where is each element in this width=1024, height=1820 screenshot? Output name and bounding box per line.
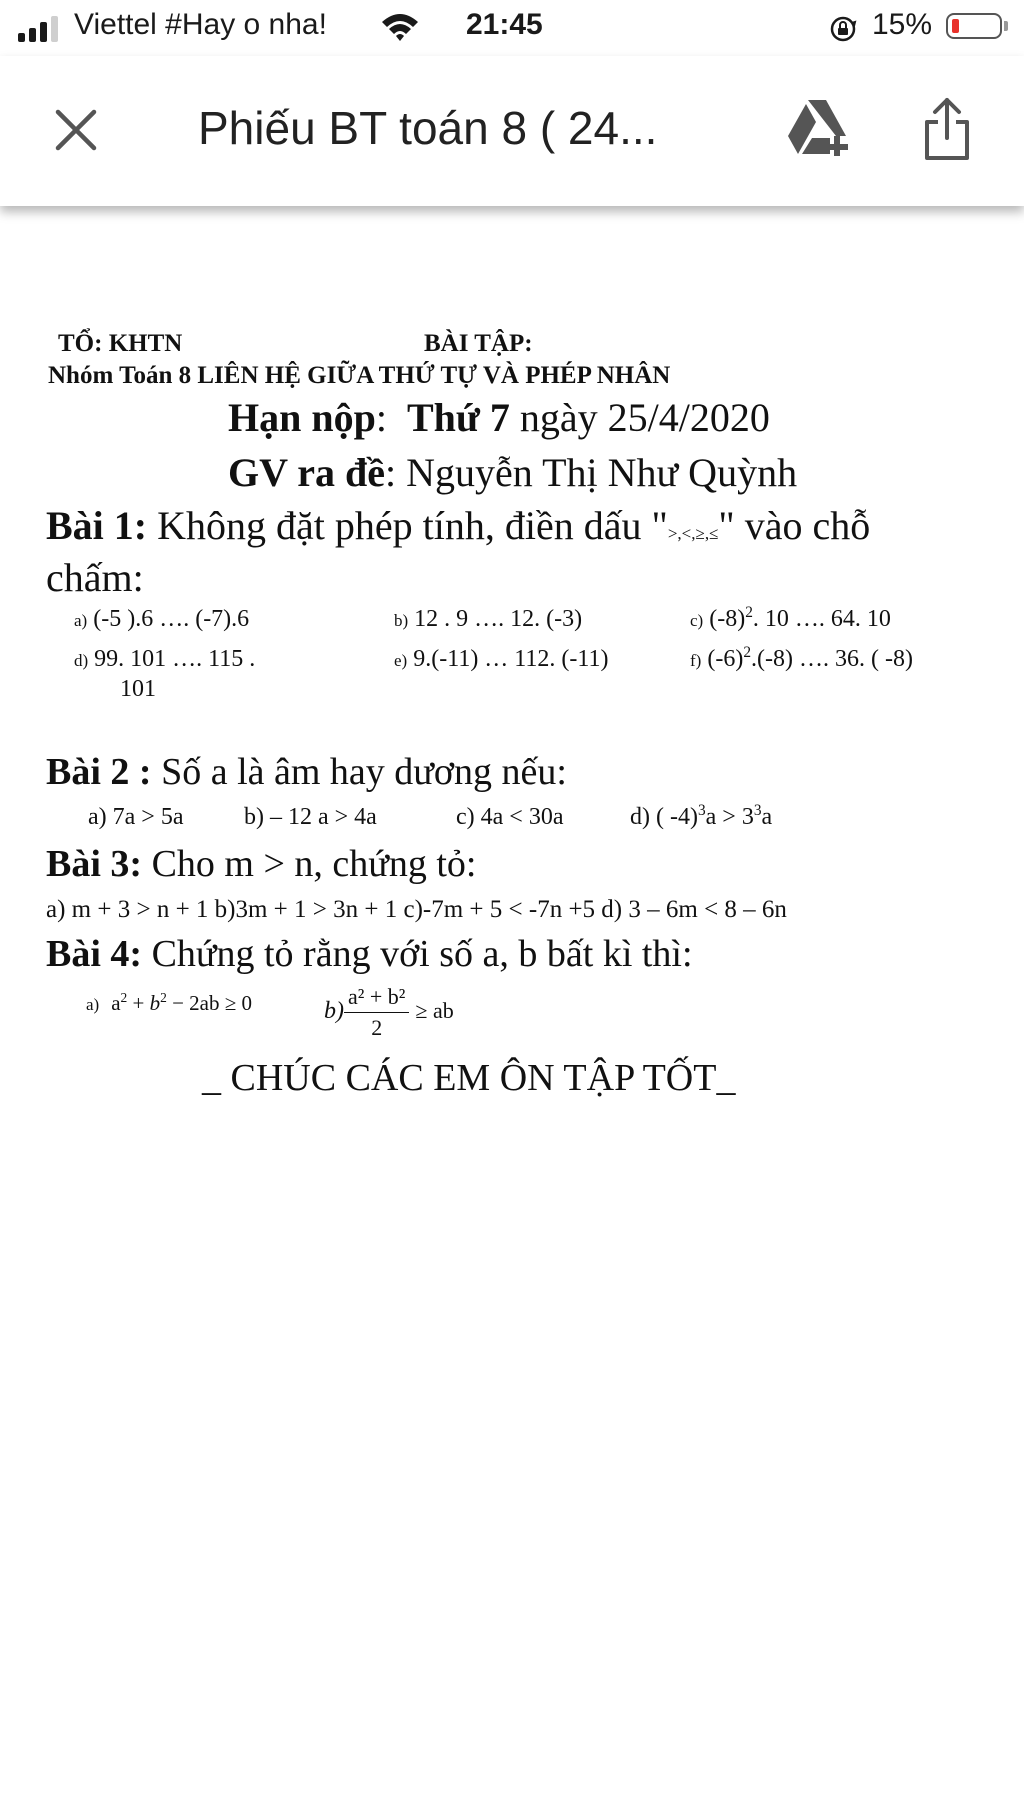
bai1-heading: Bài 1: Không đặt phép tính, điền dấu ">,<,≥,≤" vào chỗ — [46, 503, 871, 548]
fraction: $\frac{\text{a² + b²}}{2}$ — [344, 984, 409, 1041]
carrier-name: Viettel #Hay o nha! — [74, 8, 327, 41]
bai1-item-f: f) $(-6)^2.(-8)$ …. 36. ( -8) — [690, 644, 913, 672]
battery-icon — [946, 13, 1002, 39]
header-group: Nhóm Toán 8 LIÊN HỆ GIỮA THỨ TỰ VÀ PHÉP NHÂN — [48, 362, 671, 389]
document-title: Phiếu BT toán 8 ( 24... — [198, 102, 658, 154]
viewer-toolbar — [0, 56, 1024, 206]
teacher-line — [228, 449, 797, 496]
rotation-lock-icon — [828, 14, 858, 44]
closing-message: _ CHÚC CÁC EM ÔN TẬP TỐT_ — [202, 1057, 736, 1099]
deadline-day: Thứ 7 — [406, 395, 510, 440]
bai1-item-c: c) $(-8)^2$. 10 …. 64. 10 — [690, 604, 891, 632]
header-department: TỔ: KHTN — [58, 330, 183, 357]
bai4-item-a: a) $a^2 + b^2 - 2ab \ge 0$ — [86, 990, 253, 1015]
bai4-heading: Bài 4: Chứng tỏ rằng với số a, b bất kì thì: — [46, 933, 693, 975]
battery-percent: 15% — [872, 8, 933, 41]
bai3-items: a) m + 3 > n + 1 b)3m + 1 > 3n + 1 c)-7m + 5 < -7n +5 d) 3 – 6m < 8 – 6n — [46, 896, 787, 923]
status-bar — [0, 0, 1024, 56]
teacher-name: : Nguyễn Thị Như Quỳnh — [385, 450, 798, 495]
bai2-item-a: a) 7a > 5a — [88, 804, 184, 830]
bai1-item-d: d) 99. 101 …. 115 . — [74, 646, 256, 672]
bai3-title: Bài 3: — [46, 843, 143, 885]
teacher-label: GV ra đề — [228, 450, 386, 495]
header-exercise-label: BÀI TẬP: — [424, 330, 533, 357]
deadline-line: Hạn nộp: Thứ 7 ngày 25/4/2020 — [228, 395, 770, 440]
bai1-item-e: e) 9.(-11) … 112. (-11) — [394, 646, 609, 672]
bai1-heading-cont: chấm: — [46, 555, 144, 600]
bai2-item-c: c) 4a < 30a — [456, 804, 564, 830]
comparison-symbols: >,<,≥,≤ — [667, 524, 719, 543]
bai1-title: Bài 1: — [46, 503, 148, 548]
add-to-drive-icon[interactable] — [786, 98, 850, 160]
close-icon[interactable] — [54, 108, 98, 152]
deadline-label: Hạn nộp — [228, 395, 376, 440]
document-page — [0, 206, 1024, 1820]
header-topic: LIÊN HỆ GIỮA THỨ TỰ VÀ PHÉP NHÂN — [197, 362, 671, 389]
deadline-date: ngày 25/4/2020 — [519, 395, 770, 440]
share-icon[interactable] — [922, 96, 972, 162]
battery-tip — [1004, 21, 1008, 31]
bai2-title: Bài 2 : — [46, 751, 152, 793]
bai2-item-d: d) ( $-4)^3a > 3^3a$ — [630, 802, 773, 830]
cellular-signal-icon — [18, 14, 68, 42]
bai3-heading: Bài 3: Cho m > n, chứng tỏ: — [46, 843, 477, 885]
bai1-item-a: a) (-5 ).6 …. (-7).6 — [74, 606, 250, 632]
wifi-icon — [380, 12, 420, 42]
status-time: 21:45 — [466, 8, 543, 41]
bai2-heading: Bài 2 : Số a là âm hay dương nếu: — [46, 751, 567, 793]
bai2-item-b: b) – 12 a > 4a — [244, 804, 377, 830]
bai4-title: Bài 4: — [46, 933, 143, 975]
bai1-item-d-cont: 101 — [120, 676, 156, 702]
bai4-item-b: b) $\frac{\text{a² + b²}}{2}$ ≥ ab — [324, 984, 454, 1040]
bai1-item-b: b) 12 . 9 …. 12. (-3) — [394, 606, 583, 632]
